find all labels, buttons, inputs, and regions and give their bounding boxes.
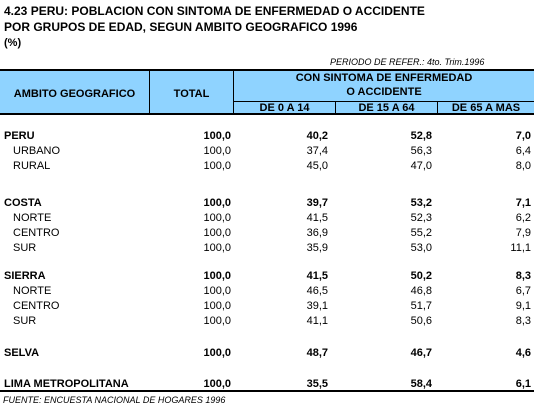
header-col1: DE 0 A 14 <box>259 102 310 114</box>
cell-total: 100,0 <box>203 315 231 327</box>
table-subtitle: POR GRUPOS DE EDAD, SEGUN AMBITO GEOGRAFICO 1996 <box>4 20 358 34</box>
cell-65-mas: 4,6 <box>515 347 531 359</box>
cell-total: 100,0 <box>203 347 231 359</box>
cell-65-mas: 6,1 <box>515 378 531 390</box>
cell-0-14: 48,7 <box>306 347 328 359</box>
cell-total: 100,0 <box>203 242 231 254</box>
cell-total: 100,0 <box>203 212 231 224</box>
cell-15-64: 46,8 <box>410 285 432 297</box>
cell-0-14: 37,4 <box>306 145 328 157</box>
cell-total: 100,0 <box>203 270 231 282</box>
cell-0-14: 39,7 <box>306 197 328 209</box>
row-label: SUR <box>13 242 37 254</box>
header-col2: DE 15 A 64 <box>358 102 415 114</box>
table-row <box>0 226 534 241</box>
cell-15-64: 56,3 <box>410 145 432 157</box>
reference-period: PERIODO DE REFER.: 4to. Trim.1996 <box>330 57 485 67</box>
table-row <box>0 241 534 256</box>
row-label: RURAL <box>13 160 51 172</box>
cell-total: 100,0 <box>203 300 231 312</box>
table-row <box>0 196 534 211</box>
cell-15-64: 52,3 <box>410 212 432 224</box>
table-bottom-border <box>0 390 534 392</box>
table-row <box>0 299 534 314</box>
row-label: CENTRO <box>13 227 60 239</box>
header-group-line2: O ACCIDENTE <box>346 86 422 98</box>
cell-65-mas: 7,9 <box>515 227 531 239</box>
row-label: LIMA METROPOLITANA <box>4 378 129 390</box>
cell-15-64: 53,0 <box>410 242 432 254</box>
table-row <box>0 269 534 284</box>
cell-15-64: 55,2 <box>410 227 432 239</box>
table-row <box>0 284 534 299</box>
cell-15-64: 53,2 <box>410 197 432 209</box>
cell-total: 100,0 <box>203 285 231 297</box>
cell-total: 100,0 <box>203 145 231 157</box>
cell-65-mas: 8,0 <box>515 160 531 172</box>
header-top-border <box>0 69 534 71</box>
cell-0-14: 40,2 <box>306 130 328 142</box>
table-row <box>0 314 534 329</box>
cell-15-64: 51,7 <box>410 300 432 312</box>
cell-15-64: 47,0 <box>410 160 432 172</box>
cell-15-64: 50,6 <box>410 315 432 327</box>
header-total: TOTAL <box>173 88 210 100</box>
cell-0-14: 35,5 <box>306 378 328 390</box>
table-row <box>0 346 534 361</box>
cell-total: 100,0 <box>203 197 231 209</box>
header-ambito: AMBITO GEOGRAFICO <box>13 88 136 100</box>
cell-total: 100,0 <box>203 378 231 390</box>
table-row <box>0 129 534 144</box>
cell-0-14: 45,0 <box>306 160 328 172</box>
cell-0-14: 46,5 <box>306 285 328 297</box>
cell-65-mas: 8,3 <box>515 315 531 327</box>
cell-total: 100,0 <box>203 130 231 142</box>
cell-0-14: 35,9 <box>306 242 328 254</box>
row-label: NORTE <box>13 212 52 224</box>
row-label: COSTA <box>4 197 42 209</box>
cell-65-mas: 9,1 <box>515 300 531 312</box>
cell-0-14: 41,5 <box>306 270 328 282</box>
cell-0-14: 41,1 <box>306 315 328 327</box>
cell-65-mas: 7,0 <box>515 130 531 142</box>
cell-65-mas: 6,4 <box>515 145 531 157</box>
cell-65-mas: 11,1 <box>510 242 531 254</box>
cell-0-14: 36,9 <box>306 227 328 239</box>
cell-65-mas: 7,1 <box>515 197 531 209</box>
cell-15-64: 46,7 <box>410 347 432 359</box>
cell-65-mas: 6,7 <box>515 285 531 297</box>
row-label: SELVA <box>4 347 40 359</box>
row-label: NORTE <box>13 285 52 297</box>
header-group-line1: CON SINTOMA DE ENFERMEDAD <box>295 72 473 84</box>
cell-0-14: 39,1 <box>306 300 328 312</box>
table-row <box>0 144 534 159</box>
cell-0-14: 41,5 <box>306 212 328 224</box>
header-col3: DE 65 A MAS <box>451 102 521 114</box>
cell-65-mas: 6,2 <box>515 212 531 224</box>
cell-total: 100,0 <box>203 227 231 239</box>
row-label: CENTRO <box>13 300 60 312</box>
row-label: SIERRA <box>4 270 46 282</box>
table-row <box>0 211 534 226</box>
unit-label: (%) <box>4 37 22 49</box>
cell-65-mas: 8,3 <box>515 270 531 282</box>
cell-15-64: 58,4 <box>410 378 432 390</box>
cell-15-64: 52,8 <box>410 130 432 142</box>
row-label: PERU <box>4 130 35 142</box>
row-label: SUR <box>13 315 37 327</box>
source-note: FUENTE: ENCUESTA NACIONAL DE HOGARES 1996 <box>3 395 226 405</box>
row-label: URBANO <box>13 145 61 157</box>
table-row <box>0 159 534 174</box>
table-title: 4.23 PERU: POBLACION CON SINTOMA DE ENFERMEDAD O ACCIDENTE <box>4 4 425 18</box>
cell-15-64: 50,2 <box>410 270 432 282</box>
cell-total: 100,0 <box>203 160 231 172</box>
